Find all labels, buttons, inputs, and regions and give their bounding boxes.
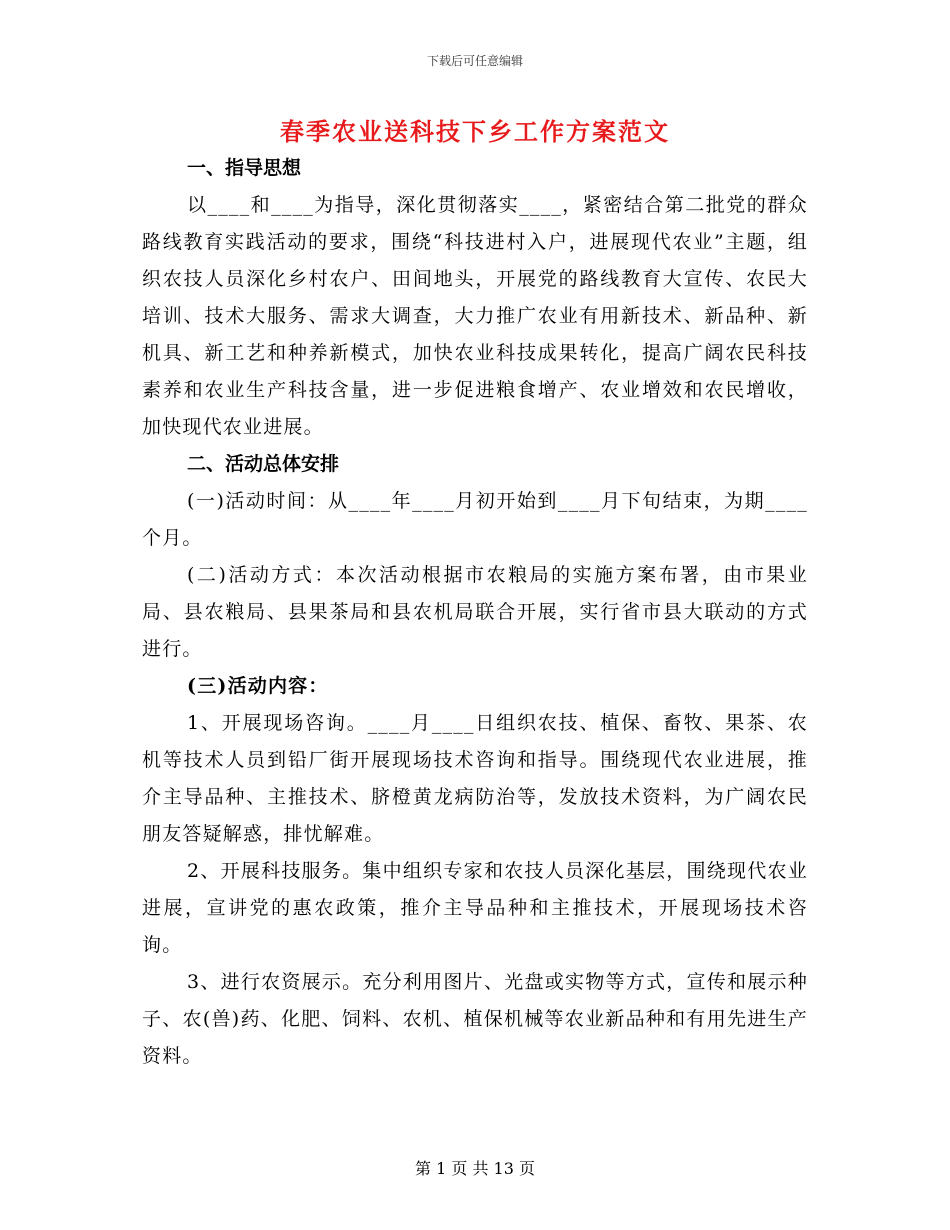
paragraph-item-exhibition: 3、进行农资展示。充分利用图片、光盘或实物等方式，宣传和展示种子、农(兽)药、化肥、饲料、农机、植保机械等农业新品种和有用先进生产资料。 [142, 971, 808, 1067]
section-heading-guiding-ideology: 一、指导思想 [187, 157, 302, 179]
paragraph-item-consultation: 1、开展现场咨询。____月____日组织农技、植保、畜牧、果茶、农机等技术人员到铅厂街开展现场技术咨询和指导。围绕现代农业进展，推介主导品种、主推技术、脐橙黄龙病防治等，发放技术资料，为广阔农民朋友答疑解惑，排忧解难。 [142, 712, 808, 845]
paragraph-guiding-ideology: 以____和____为指导，深化贯彻落实____，紧密结合第二批党的群众路线教育实践活动的要求，围绕“科技进村入户，进展现代农业”主题，组织农技人员深化乡村农户、田间地头，开展党的路线教育大宣传、农民大培训、技术大服务、需求大调查，大力推广农业有用新技术、新品种、新机具、新工艺和种养新模式，加快农业科技成果转化，提高广阔农民科技素养和农业生产科技含量，进一步促进粮食增产、农业增效和农民增收，加快现代农业进展。 [142, 194, 808, 438]
paragraph-activity-method: (二)活动方式：本次活动根据市农粮局的实施方案布署，由市果业局、县农粮局、县果茶局和县农机局联合开展，实行省市县大联动的方式进行。 [142, 564, 808, 660]
page-footer: 第 1 页 共 13 页 [415, 1159, 535, 1178]
paragraph-activity-content-heading: (三)活动内容： [187, 675, 329, 697]
document-title: 春季农业送科技下乡工作方案范文 [280, 117, 670, 146]
document-body [142, 150, 808, 1075]
section-heading-overall-arrangement: 二、活动总体安排 [187, 453, 340, 475]
paragraph-item-tech-service: 2、开展科技服务。集中组织专家和农技人员深化基层，围绕现代农业进展，宣讲党的惠农政策，推介主导品种和主推技术，开展现场技术咨询。 [142, 860, 808, 956]
header-note: 下载后可任意编辑 [426, 54, 523, 68]
paragraph-activity-time: (一)活动时间：从____年____月初开始到____月下旬结束，为期____个月。 [142, 490, 808, 549]
